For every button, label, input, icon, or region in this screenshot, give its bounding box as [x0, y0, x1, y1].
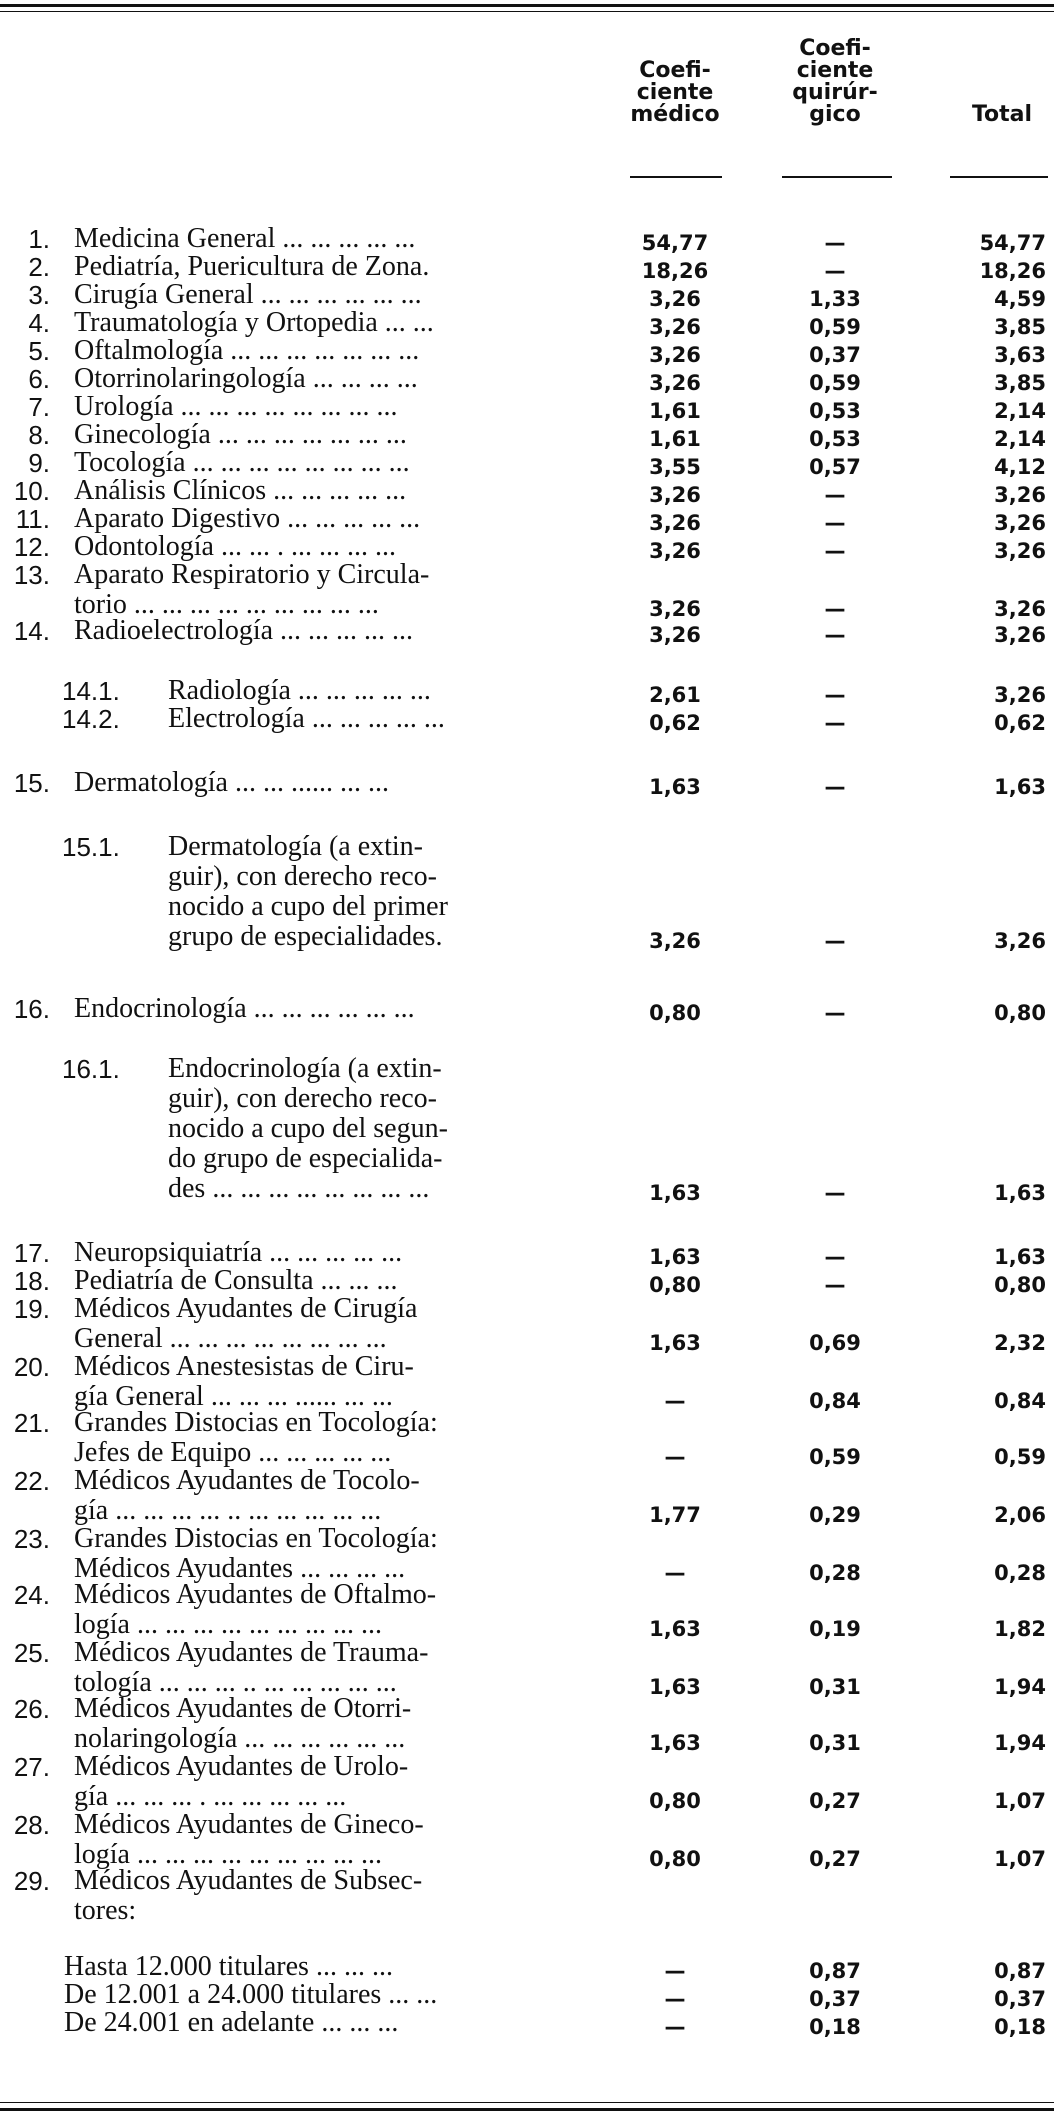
cell-coeficiente-medico: 1,63 [649, 1245, 701, 1269]
row-label: Médicos Ayudantes de Cirugía General ... ... ... ... ... ... ... ... [74, 1293, 418, 1354]
cell-coeficiente-medico: 3,26 [649, 597, 701, 621]
row-number: 7. [28, 392, 50, 422]
row-number: 27. [13, 1752, 50, 1782]
cell-total: 1,63 [994, 1245, 1046, 1269]
row-number: 15.1. [62, 832, 120, 862]
cell-coeficiente-quirurgico: — [824, 711, 846, 735]
row-number: 16. [13, 994, 50, 1024]
cell-coeficiente-quirurgico: 0,53 [809, 399, 861, 423]
cell-coeficiente-quirurgico: 0,27 [809, 1789, 861, 1813]
row-label: Otorrinolaringología ... ... ... ... [74, 363, 418, 394]
cell-coeficiente-quirurgico: — [824, 683, 846, 707]
row-label: Médicos Ayudantes de Trauma- tología ... ... ... .. ... ... ... ... ... [74, 1637, 429, 1698]
cell-total: 2,06 [994, 1503, 1046, 1527]
row-label: Urología ... ... ... ... ... ... ... ... [74, 391, 398, 422]
cell-total: 0,84 [994, 1389, 1046, 1413]
row-label: Traumatología y Ortopedia ... ... [74, 307, 434, 338]
cell-coeficiente-quirurgico: — [824, 1001, 846, 1025]
cell-total: 3,26 [994, 623, 1046, 647]
cell-coeficiente-medico: 3,55 [649, 455, 701, 479]
cell-total: 4,59 [994, 287, 1046, 311]
row-number: 22. [13, 1466, 50, 1496]
cell-coeficiente-medico: 1,63 [649, 1617, 701, 1641]
row-label: Endocrinología ... ... ... ... ... ... [74, 993, 415, 1024]
cell-coeficiente-medico: — [664, 1389, 686, 1413]
row-number: 28. [13, 1810, 50, 1840]
bottom-rule-thick [0, 2108, 1054, 2111]
cell-coeficiente-medico: — [664, 1987, 686, 2011]
row-label: Pediatría, Puericultura de Zona. [74, 251, 430, 282]
row-number: 6. [28, 364, 50, 394]
row-number: 25. [13, 1638, 50, 1668]
cell-coeficiente-quirurgico: 0,53 [809, 427, 861, 451]
row-label: Dermatología (a extin- guir), con derecho reco- nocido a cupo del primer grupo de especialidades. [168, 831, 448, 952]
row-number: 10. [13, 476, 50, 506]
cell-coeficiente-quirurgico: — [824, 1245, 846, 1269]
cell-coeficiente-quirurgico: — [824, 775, 846, 799]
cell-total: 3,26 [994, 683, 1046, 707]
row-number: 24. [13, 1580, 50, 1610]
top-rule-thin [0, 11, 1054, 12]
header-underline-total [950, 176, 1048, 178]
cell-total: 1,07 [994, 1789, 1046, 1813]
row-number: 26. [13, 1694, 50, 1724]
cell-coeficiente-quirurgico: 0,87 [809, 1959, 861, 1983]
cell-coeficiente-quirurgico: 0,19 [809, 1617, 861, 1641]
row-label: Endocrinología (a extin- guir), con derecho reco- nocido a cupo del segun- do grupo de especialida- des ... ... ... ... ... ... ... ... [168, 1053, 448, 1204]
cell-total: 3,85 [994, 371, 1046, 395]
cell-total: 0,59 [994, 1445, 1046, 1469]
row-label: Análisis Clínicos ... ... ... ... ... [74, 475, 407, 506]
row-number: 4. [28, 308, 50, 338]
cell-coeficiente-medico: 3,26 [649, 511, 701, 535]
row-label: Aparato Digestivo ... ... ... ... ... [74, 503, 421, 534]
header-underline-quirurgico [782, 176, 892, 178]
row-number: 16.1. [62, 1054, 120, 1084]
cell-coeficiente-quirurgico: — [824, 539, 846, 563]
cell-coeficiente-medico: 54,77 [641, 231, 709, 255]
cell-coeficiente-medico: — [664, 1561, 686, 1585]
cell-coeficiente-quirurgico: 0,59 [809, 1445, 861, 1469]
row-label: Odontología ... ... . ... ... ... ... [74, 531, 396, 562]
row-label: Medicina General ... ... ... ... ... [74, 223, 416, 254]
cell-total: 4,12 [994, 455, 1046, 479]
cell-coeficiente-quirurgico: — [824, 623, 846, 647]
cell-total: 0,62 [994, 711, 1046, 735]
cell-coeficiente-medico: 1,63 [649, 1675, 701, 1699]
cell-coeficiente-medico: 2,61 [649, 683, 701, 707]
cell-total: 1,94 [994, 1675, 1046, 1699]
cell-coeficiente-quirurgico: 0,57 [809, 455, 861, 479]
cell-coeficiente-medico: 3,26 [649, 287, 701, 311]
row-number: 3. [28, 280, 50, 310]
cell-total: 3,26 [994, 483, 1046, 507]
cell-total: 3,26 [994, 539, 1046, 563]
cell-coeficiente-quirurgico: 0,37 [809, 343, 861, 367]
row-label: Radiología ... ... ... ... ... [168, 675, 431, 706]
cell-coeficiente-medico: 1,63 [649, 1181, 701, 1205]
cell-coeficiente-quirurgico: 0,69 [809, 1331, 861, 1355]
cell-total: 0,80 [994, 1273, 1046, 1297]
cell-total: 18,26 [979, 259, 1046, 283]
cell-coeficiente-medico: 3,26 [649, 343, 701, 367]
cell-coeficiente-medico: 0,80 [649, 1273, 701, 1297]
cell-coeficiente-quirurgico: 0,29 [809, 1503, 861, 1527]
cell-total: 1,07 [994, 1847, 1046, 1871]
cell-coeficiente-quirurgico: 0,27 [809, 1847, 861, 1871]
cell-total: 2,14 [994, 399, 1046, 423]
cell-coeficiente-quirurgico: — [824, 231, 846, 255]
cell-coeficiente-medico: 0,80 [649, 1001, 701, 1025]
cell-coeficiente-quirurgico: 0,59 [809, 315, 861, 339]
row-number: 12. [13, 532, 50, 562]
cell-total: 0,80 [994, 1001, 1046, 1025]
cell-total: 3,63 [994, 343, 1046, 367]
cell-total: 1,94 [994, 1731, 1046, 1755]
cell-total: 1,82 [994, 1617, 1046, 1641]
cell-coeficiente-quirurgico: 0,37 [809, 1987, 861, 2011]
cell-coeficiente-quirurgico: — [824, 597, 846, 621]
cell-coeficiente-quirurgico: — [824, 1273, 846, 1297]
row-number: 15. [13, 768, 50, 798]
row-number: 17. [13, 1238, 50, 1268]
row-number: 8. [28, 420, 50, 450]
row-label: Médicos Anestesistas de Ciru- gía General ... ... ... ...... ... ... [74, 1351, 414, 1412]
cell-coeficiente-quirurgico: 0,18 [809, 2015, 861, 2039]
row-number: 19. [13, 1294, 50, 1324]
row-number: 21. [13, 1408, 50, 1438]
cell-coeficiente-quirurgico: — [824, 259, 846, 283]
cell-coeficiente-quirurgico: 0,31 [809, 1675, 861, 1699]
cell-total: 3,26 [994, 597, 1046, 621]
header-total: Total [971, 102, 1033, 127]
cell-coeficiente-quirurgico: 1,33 [809, 287, 861, 311]
row-label: Médicos Ayudantes de Subsec- tores: [74, 1865, 423, 1926]
row-label: Médicos Ayudantes de Gineco- logía ... ... ... ... ... ... ... ... ... [74, 1809, 424, 1870]
row-label: Aparato Respiratorio y Circula- torio ... ... ... ... ... ... ... ... ... [74, 559, 430, 620]
cell-coeficiente-quirurgico: 0,84 [809, 1389, 861, 1413]
row-label: Médicos Ayudantes de Oftalmo- logía ... ... ... ... ... ... ... ... ... [74, 1579, 437, 1640]
row-label: Pediatría de Consulta ... ... ... [74, 1265, 398, 1296]
row-label: Cirugía General ... ... ... ... ... ... [74, 279, 422, 310]
row-label: Médicos Ayudantes de Tocolo- gía ... ... ... ... .. ... ... ... ... ... [74, 1465, 420, 1526]
cell-coeficiente-quirurgico: 0,31 [809, 1731, 861, 1755]
cell-coeficiente-quirurgico: — [824, 511, 846, 535]
cell-total: 1,63 [994, 1181, 1046, 1205]
cell-coeficiente-medico: 3,26 [649, 929, 701, 953]
cell-coeficiente-medico: 0,80 [649, 1847, 701, 1871]
cell-total: 0,37 [994, 1987, 1046, 2011]
row-number: 18. [13, 1266, 50, 1296]
row-number: 2. [28, 252, 50, 282]
cell-coeficiente-quirurgico: 0,59 [809, 371, 861, 395]
row-number: 9. [28, 448, 50, 478]
row-number: 14.2. [62, 704, 120, 734]
header-underline-medico [630, 176, 722, 178]
cell-coeficiente-medico: — [664, 1959, 686, 1983]
top-rule-thick [0, 4, 1054, 7]
cell-coeficiente-medico: 18,26 [641, 259, 709, 283]
header-coeficiente-quirurgico: Coefi- ciente quirúr- gico [792, 36, 878, 127]
cell-coeficiente-medico: 1,63 [649, 1331, 701, 1355]
row-number: 14. [13, 616, 50, 646]
row-number: 5. [28, 336, 50, 366]
cell-coeficiente-medico: — [664, 1445, 686, 1469]
cell-coeficiente-quirurgico: 0,28 [809, 1561, 861, 1585]
cell-total: 0,28 [994, 1561, 1046, 1585]
cell-coeficiente-medico: — [664, 2015, 686, 2039]
row-label: Grandes Distocias en Tocología: Médicos Ayudantes ... ... ... ... [74, 1523, 438, 1584]
row-label: Hasta 12.000 titulares ... ... ... [64, 1951, 393, 1982]
row-label: Médicos Ayudantes de Urolo- gía ... ... ... . ... ... ... ... ... [74, 1751, 409, 1812]
row-number: 13. [13, 560, 50, 590]
row-label: Radioelectrología ... ... ... ... ... [74, 615, 414, 646]
row-number: 11. [15, 504, 50, 534]
cell-coeficiente-medico: 1,63 [649, 775, 701, 799]
cell-coeficiente-medico: 3,26 [649, 483, 701, 507]
header-coeficiente-medico: Coefi- ciente médico [630, 58, 720, 127]
cell-coeficiente-quirurgico: — [824, 1181, 846, 1205]
row-label: Médicos Ayudantes de Otorri- nolaringología ... ... ... ... ... ... [74, 1693, 412, 1754]
cell-coeficiente-medico: 1,63 [649, 1731, 701, 1755]
row-number: 14.1. [62, 676, 120, 706]
cell-total: 3,85 [994, 315, 1046, 339]
row-label: Tocología ... ... ... ... ... ... ... ... [74, 447, 410, 478]
row-label: De 12.001 a 24.000 titulares ... ... [64, 1979, 438, 2010]
cell-coeficiente-quirurgico: — [824, 483, 846, 507]
row-number: 29. [13, 1866, 50, 1896]
cell-total: 3,26 [994, 511, 1046, 535]
bottom-rule-thin [0, 2102, 1054, 2103]
row-label: De 24.001 en adelante ... ... ... [64, 2007, 399, 2038]
cell-total: 1,63 [994, 775, 1046, 799]
cell-coeficiente-medico: 0,80 [649, 1789, 701, 1813]
cell-coeficiente-medico: 1,61 [649, 399, 701, 423]
cell-coeficiente-medico: 3,26 [649, 539, 701, 563]
cell-total: 0,18 [994, 2015, 1046, 2039]
cell-coeficiente-medico: 3,26 [649, 315, 701, 339]
cell-total: 0,87 [994, 1959, 1046, 1983]
cell-coeficiente-medico: 0,62 [649, 711, 701, 735]
cell-total: 2,32 [994, 1331, 1046, 1355]
cell-coeficiente-quirurgico: — [824, 929, 846, 953]
row-number: 1. [28, 224, 50, 254]
cell-coeficiente-medico: 3,26 [649, 371, 701, 395]
cell-total: 2,14 [994, 427, 1046, 451]
cell-coeficiente-medico: 3,26 [649, 623, 701, 647]
row-label: Oftalmología ... ... ... ... ... ... ... [74, 335, 420, 366]
row-number: 20. [13, 1352, 50, 1382]
cell-coeficiente-medico: 1,61 [649, 427, 701, 451]
row-label: Neuropsiquiatría ... ... ... ... ... [74, 1237, 403, 1268]
row-label: Grandes Distocias en Tocología: Jefes de Equipo ... ... ... ... ... [74, 1407, 438, 1468]
cell-coeficiente-medico: 1,77 [649, 1503, 701, 1527]
cell-total: 54,77 [979, 231, 1046, 255]
row-label: Electrología ... ... ... ... ... [168, 703, 445, 734]
row-label: Dermatología ... ... ...... ... ... [74, 767, 389, 798]
row-number: 23. [13, 1524, 50, 1554]
cell-total: 3,26 [994, 929, 1046, 953]
row-label: Ginecología ... ... ... ... ... ... ... [74, 419, 407, 450]
